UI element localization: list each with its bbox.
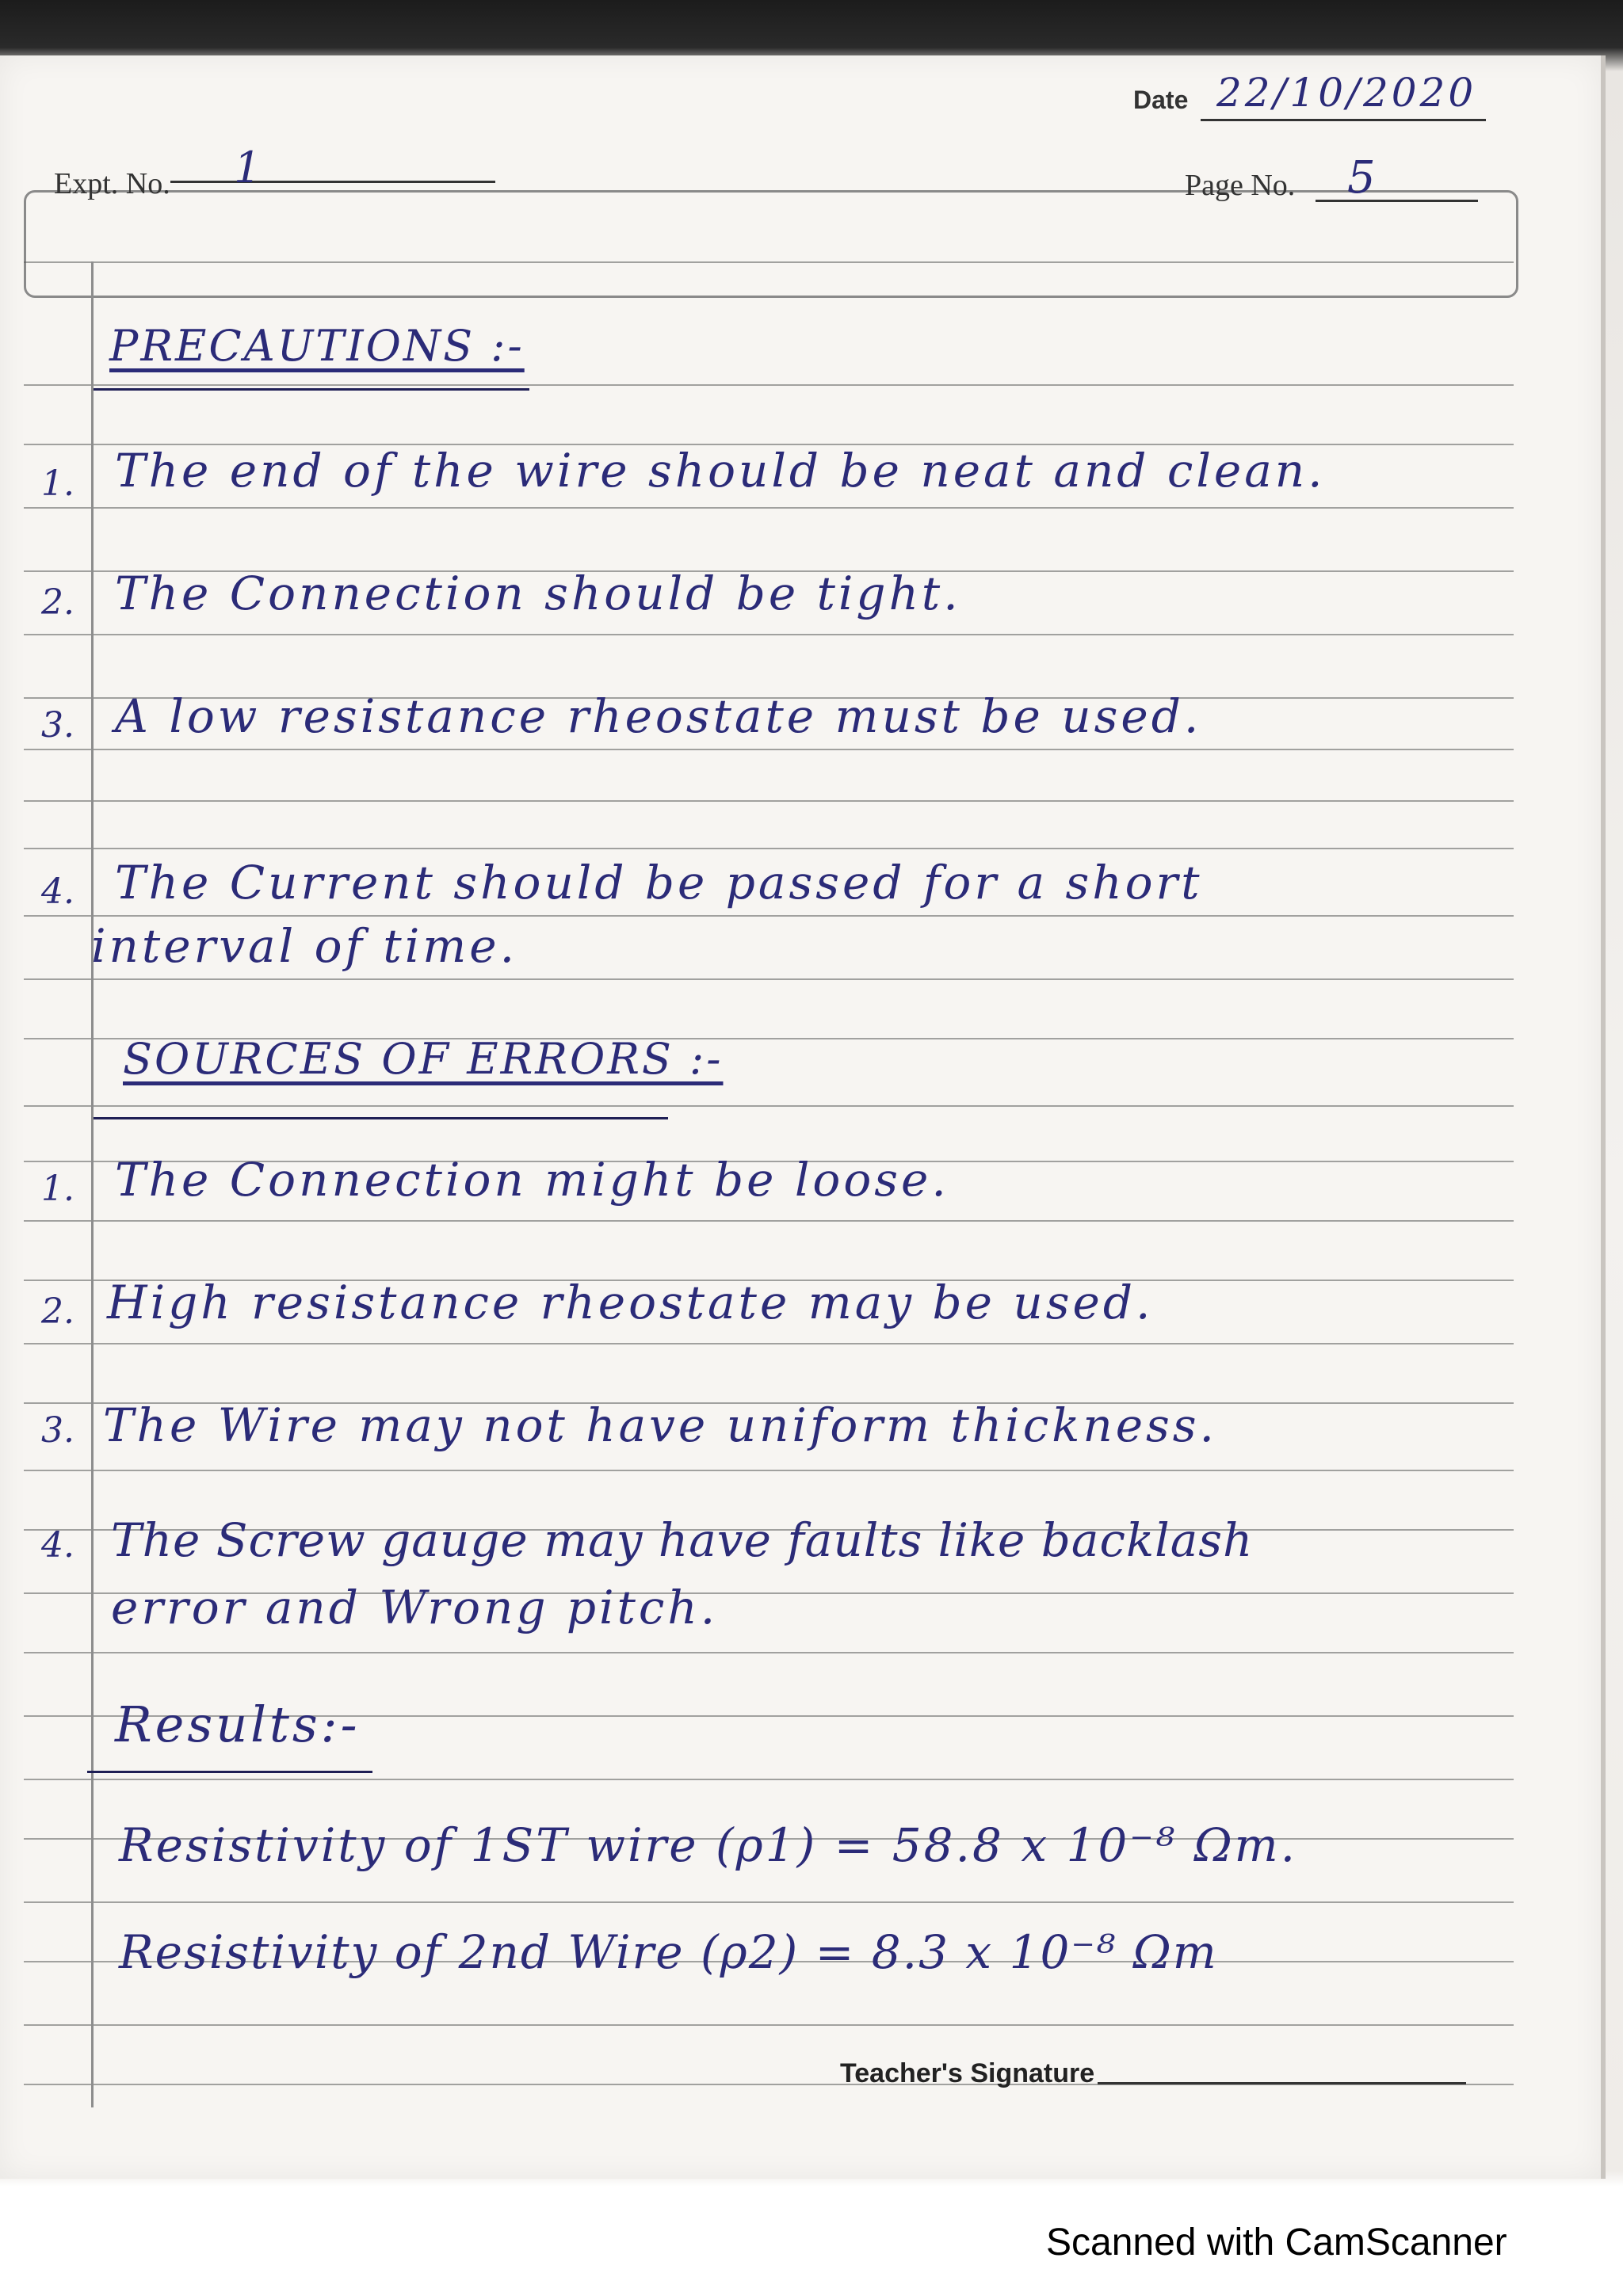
page-label: Page No. <box>1185 169 1296 202</box>
precautions-heading-underline <box>94 388 529 391</box>
list-item: The Connection should be tight. <box>115 566 961 620</box>
errors-heading: SOURCES OF ERRORS :- <box>123 1034 724 1084</box>
results-heading: Results:- <box>115 1695 361 1753</box>
page-field-line <box>1316 200 1478 202</box>
list-item-continuation: interval of time. <box>91 919 518 973</box>
expt-value: 1 <box>234 143 265 193</box>
errors-heading-underline <box>94 1117 668 1119</box>
list-item-continuation: error and Wrong pitch. <box>111 1581 719 1634</box>
scanner-watermark: Scanned with CamScanner <box>1046 2222 1507 2264</box>
list-item: High resistance rheostate may be used. <box>107 1276 1154 1329</box>
list-item-number: 4. <box>41 1525 74 1566</box>
expt-field-line <box>170 181 495 183</box>
list-item-number: 3. <box>41 1410 74 1451</box>
list-item: A low resistance rheostate must be used. <box>115 689 1202 743</box>
list-item-number: 2. <box>41 582 74 623</box>
date-value: 22/10/2020 <box>1216 70 1477 116</box>
list-item: The Current should be passed for a short <box>115 856 1203 910</box>
result-line-1: Resistivity of 1ST wire (ρ1) = 58.8 x 10⁻⁸ Ωm. <box>119 1818 1298 1872</box>
list-item-number: 3. <box>41 705 74 746</box>
teacher-signature-label: Teacher's Signature <box>840 2058 1095 2088</box>
list-item: The Screw gauge may have faults like backlash <box>111 1513 1254 1567</box>
results-heading-underline <box>87 1771 372 1773</box>
result-line-2: Resistivity of 2nd Wire (ρ2) = 8.3 x 10⁻⁸ Ωm <box>119 1925 1218 1979</box>
list-item-number: 2. <box>41 1291 74 1332</box>
list-item-number: 4. <box>41 871 74 912</box>
header-box <box>24 190 1518 298</box>
expt-label: Expt. No. <box>54 167 170 200</box>
precautions-heading: PRECAUTIONS :- <box>109 321 525 371</box>
list-item-number: 1. <box>41 1169 74 1209</box>
list-item-number: 1. <box>41 463 74 504</box>
list-item: The Wire may not have uniform thickness. <box>103 1398 1217 1452</box>
signature-line <box>1098 2082 1466 2084</box>
margin-line <box>91 261 94 2107</box>
list-item: The end of the wire should be neat and clean. <box>115 444 1326 498</box>
date-label: Date <box>1133 86 1189 114</box>
page-value: 5 <box>1347 152 1379 204</box>
date-field-line <box>1201 119 1486 121</box>
list-item: The Connection might be loose. <box>115 1153 949 1207</box>
